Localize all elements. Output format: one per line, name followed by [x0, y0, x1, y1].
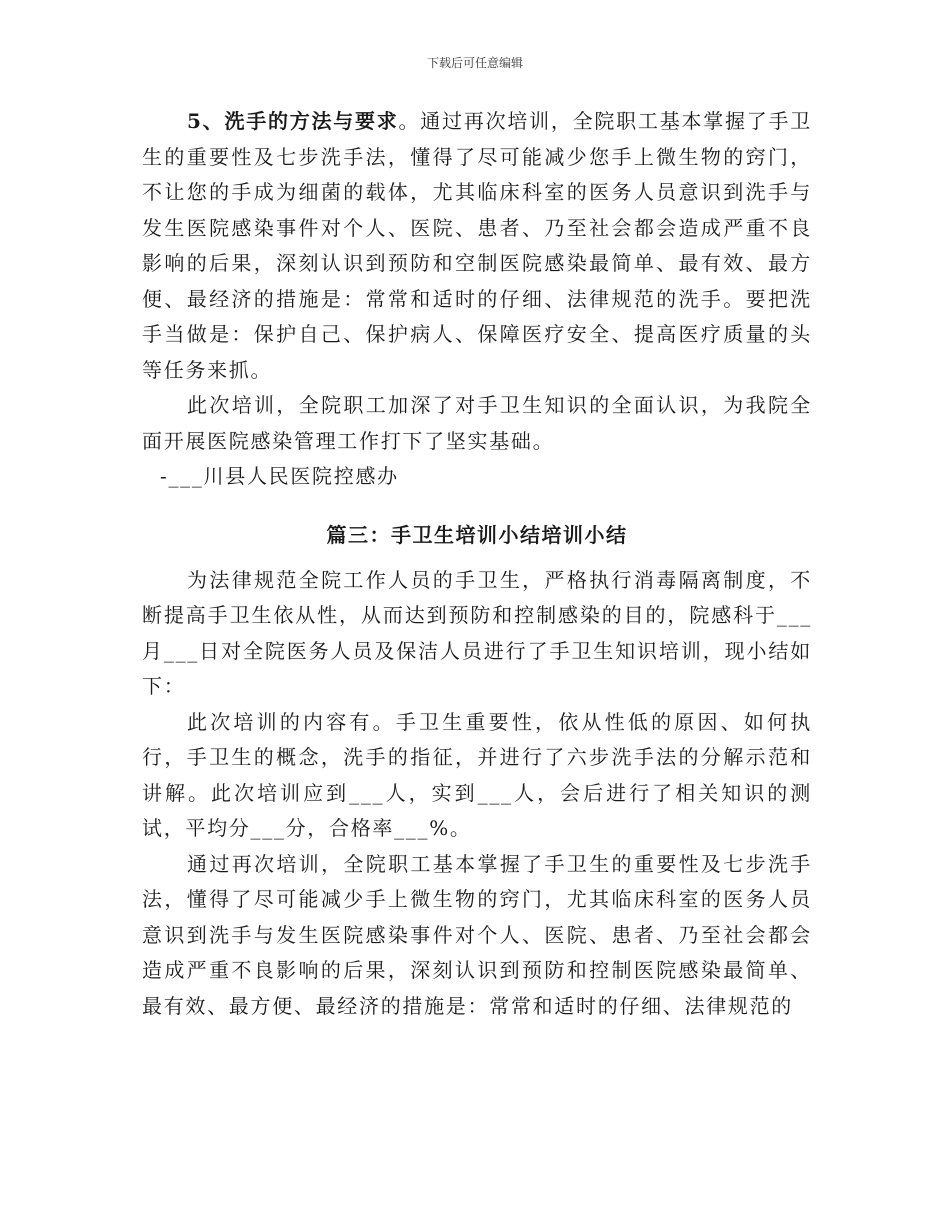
paragraph-purpose: 为法律规范全院工作人员的手卫生，严格执行消毒隔离制度，不断提高手卫生依从性，从而达到预防和控制感染的目的，院感科于___月___日对全院医务人员及保洁人员进行了手卫生知识培训，现小结如下： [142, 567, 812, 698]
paragraph-handwashing-method [142, 104, 812, 388]
section-title: 篇三：手卫生培训小结培训小结 [326, 522, 628, 547]
paragraph-result: 通过再次培训，全院职工基本掌握了手卫生的重要性及七步洗手法，懂得了尽可能减少手上微生物的窍门，尤其临床科室的医务人员意识到洗手与发生医院感染事件对个人、医院、患者、乃至社会都会造成严重不良影响的后果，深刻认识到预防和控制医院感染最简单、最有效、最方便、最经济的措施是：常常和适时的仔细、法律规范的 [142, 851, 812, 1018]
signature-line: -___川县人民医院控感办 [160, 464, 399, 488]
document-body [142, 104, 812, 1024]
paragraph-lead: 5、洗手的方法与要求 [187, 109, 399, 133]
paragraph-text: 。通过再次培训，全院职工基本掌握了手卫生的重要性及七步洗手法，懂得了尽可能减少您手上微生物的窍门，不让您的手成为细菌的载体，尤其临床科室的医务人员意识到洗手与发生医院感染事件对个人、医院、患者、乃至社会都会造成严重不良影响的后果，深刻认识到预防和空制医院感染最简单、最有效、最方便、最经济的措施是：常常和适时的仔细、法律规范的洗手。要把洗手当做是：保护自己、保护病人、保障医疗安全、提高医疗质量的头等任务来抓。 [142, 109, 812, 382]
paragraph-text: 此次培训，全院职工加深了对手卫生知识的全面认识，为我院全面开展医院感染管理工作打下了坚实基础。 [142, 393, 812, 453]
paragraph-training-summary [142, 388, 812, 459]
paragraph-content: 此次培训的内容有。手卫生重要性，依从性低的原因、如何执行，手卫生的概念，洗手的指征，并进行了六步洗手法的分解示范和讲解。此次培训应到___人，实到___人，会后进行了相关知识的测试，平均分___分，合格率___%。 [142, 709, 812, 840]
page-header: 下载后可任意编辑 [426, 56, 523, 70]
